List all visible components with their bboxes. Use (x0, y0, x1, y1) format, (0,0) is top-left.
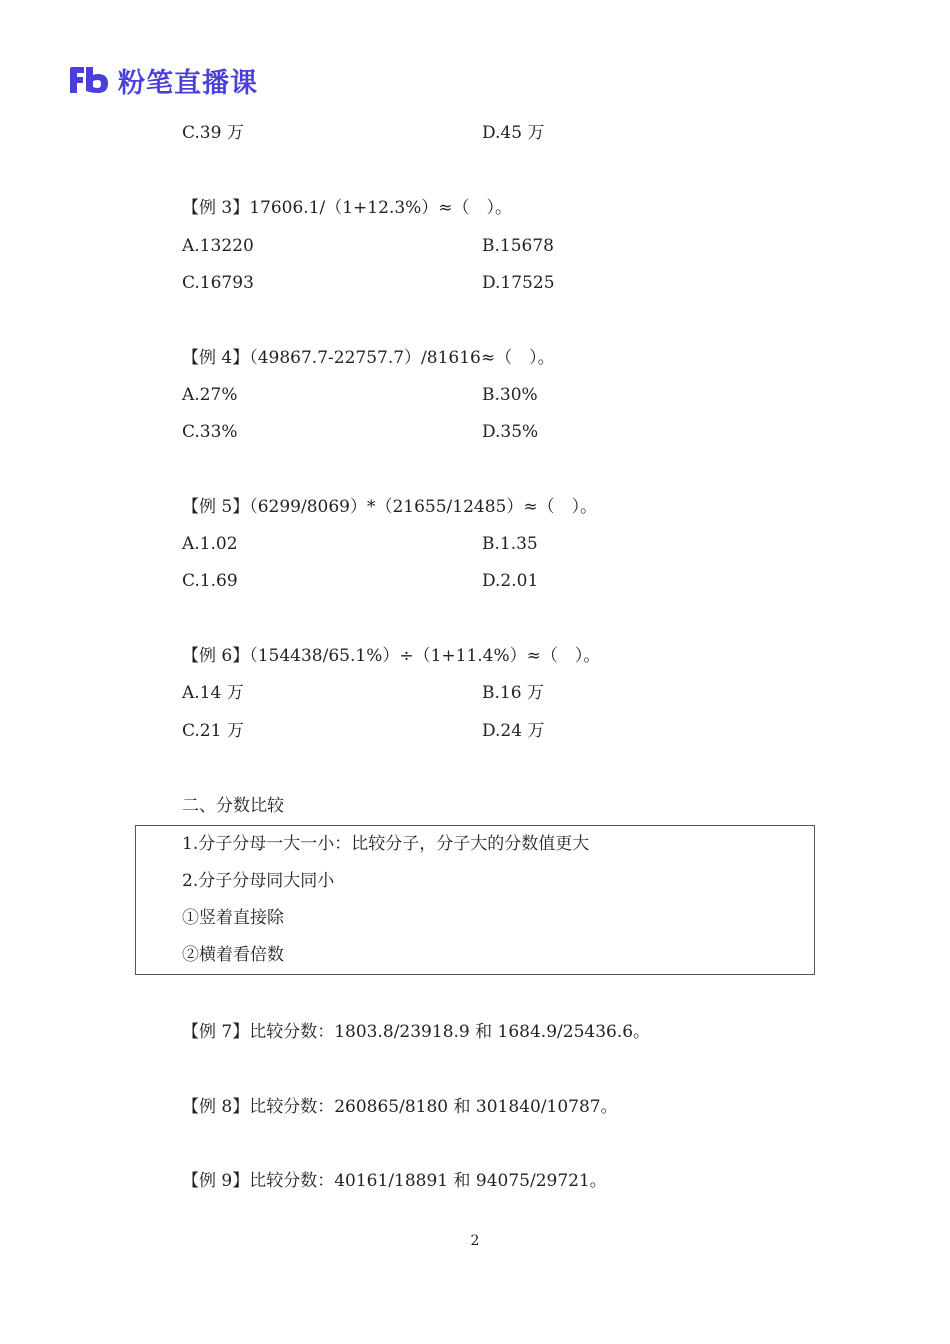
option-c: C.1.69 (182, 571, 238, 591)
option-c: C.21 万 (182, 721, 244, 741)
option-c: C.16793 (182, 273, 254, 293)
option-a: A.1.02 (182, 534, 238, 554)
option-a: A.14 万 (182, 683, 244, 703)
fb-logo-icon (68, 64, 110, 96)
option-d: D.45 万 (482, 123, 545, 143)
option-d: D.2.01 (482, 571, 539, 591)
brand-name: 粉笔直播课 (118, 67, 258, 99)
option-b: B.30% (482, 385, 538, 405)
option-c: C.39 万 (182, 123, 244, 143)
example-question: 【例 6】（154438/65.1%）÷（1+11.4%）≈（ ）。 (182, 646, 601, 666)
option-b: B.1.35 (482, 534, 538, 554)
option-d: D.17525 (482, 273, 555, 293)
example-question: 【例 5】（6299/8069）*（21655/12485）≈（ ）。 (182, 497, 598, 517)
method-line: ②横着看倍数 (182, 945, 284, 965)
option-c: C.33% (182, 422, 238, 442)
comparison-question: 【例 8】比较分数：260865/8180 和 301840/10787。 (182, 1097, 618, 1117)
option-d: D.24 万 (482, 721, 545, 741)
brand-logo (68, 62, 258, 98)
comparison-question: 【例 9】比较分数：40161/18891 和 94075/29721。 (182, 1171, 607, 1191)
option-b: B.16 万 (482, 683, 544, 703)
method-line: 1.分子分母一大一小：比较分子，分子大的分数值更大 (182, 834, 590, 854)
option-a: A.13220 (182, 236, 254, 256)
method-line: ①竖着直接除 (182, 908, 284, 928)
example-question: 【例 4】（49867.7-22757.7）/81616≈（ ）。 (182, 348, 555, 368)
option-d: D.35% (482, 422, 539, 442)
comparison-question: 【例 7】比较分数：1803.8/23918.9 和 1684.9/25436.6。 (182, 1022, 651, 1042)
method-line: 2.分子分母同大同小 (182, 871, 335, 891)
example-question: 【例 3】17606.1/（1+12.3%）≈（ ）。 (182, 198, 513, 218)
option-b: B.15678 (482, 236, 554, 256)
page-number: 2 (470, 1233, 480, 1249)
section-heading: 二、分数比较 (182, 796, 284, 816)
option-a: A.27% (182, 385, 238, 405)
